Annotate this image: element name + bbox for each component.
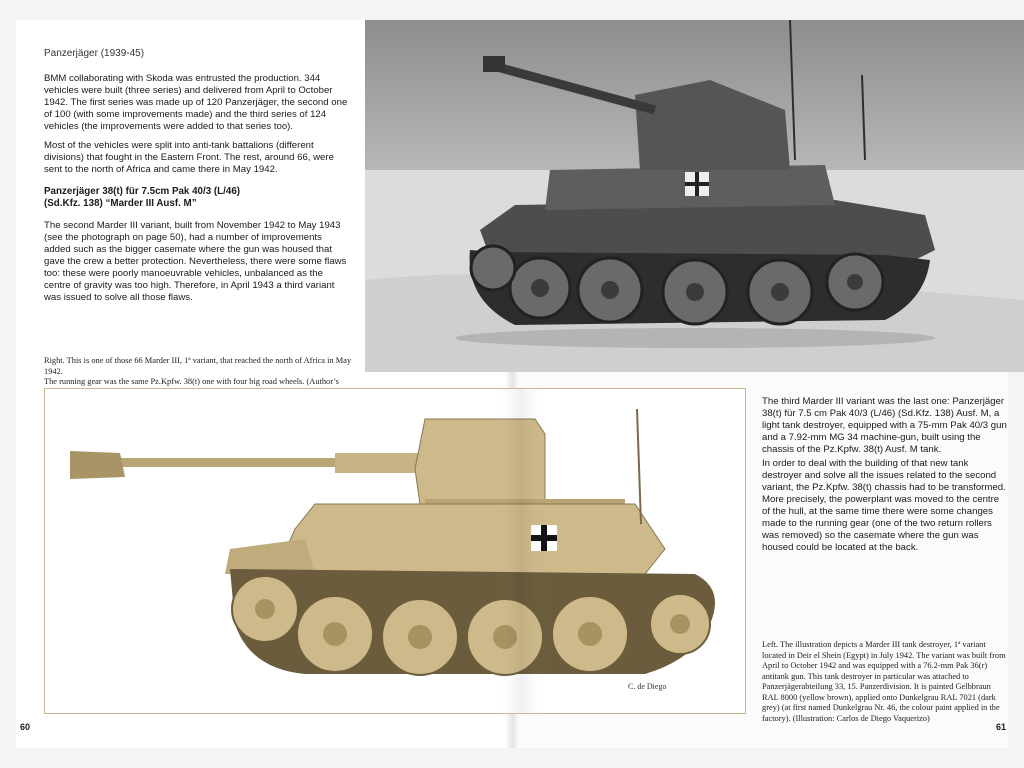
section-heading-line-1: Panzerjäger 38(t) für 7.5cm Pak 40/3 (L/46) (44, 186, 241, 197)
illustration-credit: C. de Diego (628, 682, 667, 691)
tank-illustration (45, 389, 745, 713)
section-heading-line-2: (Sd.Kfz. 138) “Marder III Ausf. M” (44, 198, 197, 209)
left-paragraph-3: The second Marder III variant, built from November 1942 to May 1943 (see the photograph on page 50), had a number of improvements added such as the bigger casemate where the gun was housed that gave the crew a better protection. Nevertheless, there were some flaws too: these were poorly manoeuvrable vehicles, unbalanced as the centre of gravity was too high. Therefore, in April 1943 a third variant was issued to solve all those flaws. (44, 220, 347, 303)
illustration-caption: Left. The illustration depicts a Marder III tank destroyer, 1ª variant located in Deir el Shein (Egypt) in July 1942. The variant was built from April to October 1942 and was equipped with a 76.2-mm Pak 36(r) antitank gun. This tank destroyer in particular was attached to Panzerjägerabteilung 33, 15. Panzerdivision. It is painted Gelbbraun RAL 8000 (yellow brown), applied onto Dunkelgrau RAL 7021 (dark grey) (at first named Dunkelgrau Nr. 46, the colour paint applied in the factory). (Illustration: Carlos de Diego Vaquerizo) (762, 640, 1006, 723)
page-number-left: 60 (20, 722, 31, 732)
desert-tank-photo (365, 20, 1024, 372)
photo-caption-line-1: Right. This is one of those 66 Marder III, 1ª variant, that reached the north of Africa in May 1942. (44, 356, 352, 376)
left-paragraph-1: BMM collaborating with Skoda was entrusted the production. 344 vehicles were built (three series) and delivered from April to October 1942. The first series was made up of 120 Panzerjäger, the second one of 100 (with some improvements made) and the third series of 124 vehicles (the improvements were added to that series too). (44, 73, 348, 132)
section-heading (44, 186, 349, 210)
right-paragraph-2: In order to deal with the building of that new tank destroyer and solve all the issues related to the second variant, the Pz.Kpfw. 38(t) chassis had to be transformed. More precisely, the powerplant was moved to the centre of the hull, at the same time there were some changes made to the running gear (one of the two return rollers was removed) so the casemate where the gun was housed could be located at the back. (762, 458, 1006, 553)
photo-caption-line-2: The running gear was the same Pz.Kpfw. 38(t) one with four big road wheels. (Author’s (44, 377, 339, 386)
tank-illustration-frame (44, 388, 746, 714)
page-number-right: 61 (996, 722, 1007, 732)
right-paragraph-1: The third Marder III variant was the last one: Panzerjäger 38(t) für 7.5 cm Pak 40/3 (L/46) (Sd.Kfz. 138) Ausf. M, a light tank destroyer, equipped with a 75-mm Pak 40/3 gun and a 7.92-mm MG 34 machine-gun, built using the chassis of the Pz.Kpfw. 38(t) Ausf. M tank. (762, 396, 1007, 455)
left-paragraph-2: Most of the vehicles were split into anti-tank battalions (different divisions) that fought in the Eastern Front. The rest, around 66, were sent to the north of Africa and came there in May 1942. (44, 140, 334, 175)
running-head: Panzerjäger (1939-45) (44, 48, 145, 59)
cross-insignia-icon (685, 172, 709, 196)
